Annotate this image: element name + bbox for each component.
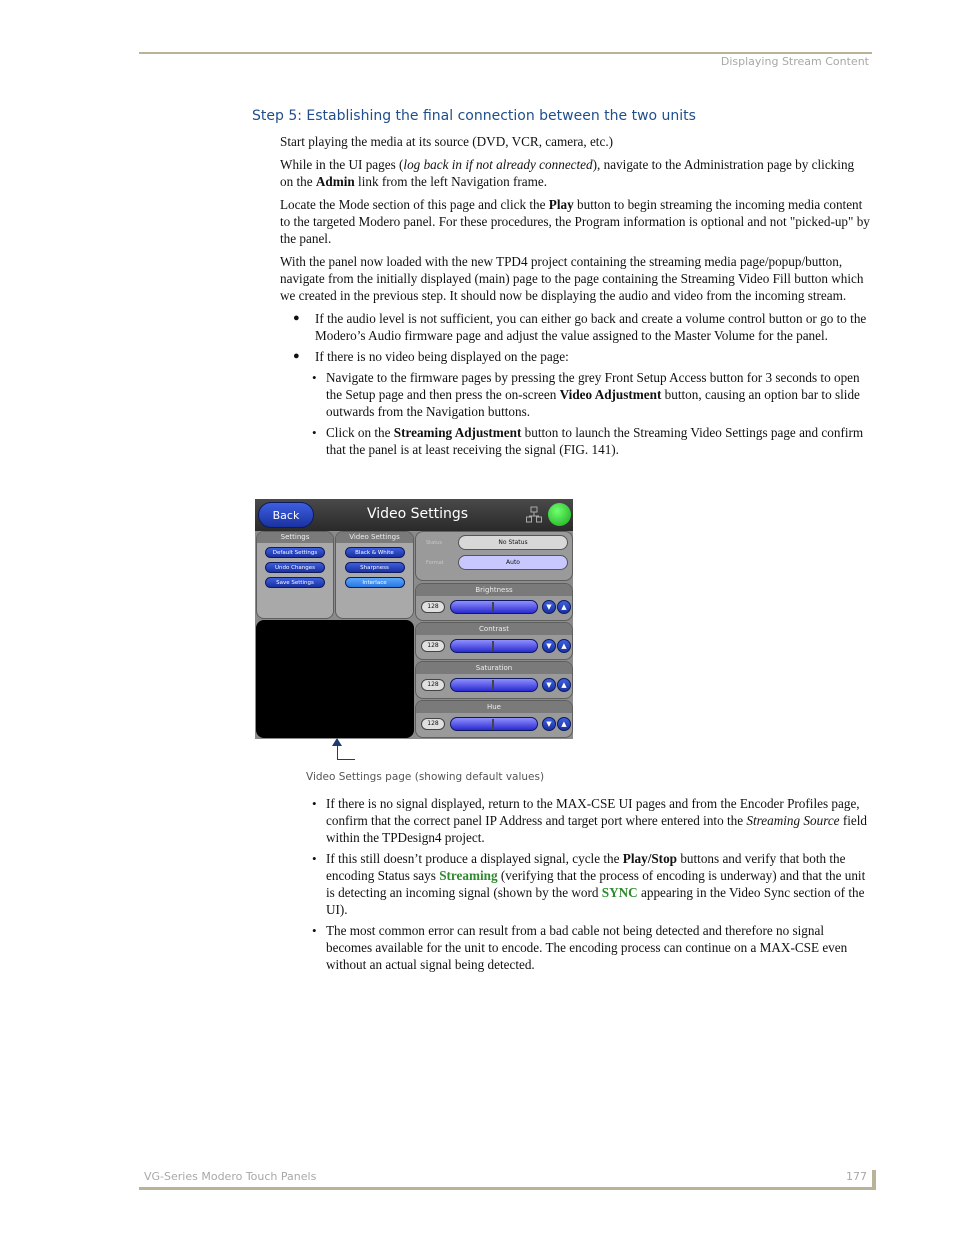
video-settings-figure <box>255 499 573 739</box>
brightness-slider[interactable] <box>450 600 538 614</box>
figure-title: Video Settings <box>367 506 469 522</box>
black-white-button[interactable]: Black & White <box>345 547 405 558</box>
video-settings-panel <box>335 531 414 619</box>
hue-slider[interactable] <box>450 717 538 731</box>
contrast-row <box>415 622 573 660</box>
bullet-audio: ● If the audio level is not sufficient, you can either go back and create a volume control button or go to the Modero’s Audio firmware page and adjust the value assigned to the Master Volume for the panel. <box>315 310 870 344</box>
settings-panel-title: Settings <box>257 532 333 543</box>
bullet-list <box>280 310 870 365</box>
footer-rule <box>139 1187 876 1190</box>
sub-bullet-list <box>280 369 870 458</box>
format-label: Format <box>426 560 444 566</box>
bullet-no-video: ● If there is no video being displayed on the page: <box>315 348 870 365</box>
contrast-slider[interactable] <box>450 639 538 653</box>
saturation-slider[interactable] <box>450 678 538 692</box>
sub-bullet-streaming-adjustment: • Click on the Streaming Adjustment button to launch the Streaming Video Settings page and confirm that the panel is at least receiving the signal (FIG. 141). <box>326 424 870 458</box>
callout-line <box>337 759 355 760</box>
slider-knob[interactable] <box>492 680 494 690</box>
brightness-up-button[interactable]: ▲ <box>557 600 571 614</box>
video-settings-panel-title: Video Settings <box>336 532 413 543</box>
saturation-label: Saturation <box>416 662 572 674</box>
hue-label: Hue <box>416 701 572 713</box>
video-preview-area <box>256 620 414 738</box>
interlace-button[interactable]: Interlace <box>345 577 405 588</box>
undo-changes-button[interactable]: Undo Changes <box>265 562 325 573</box>
hue-row <box>415 700 573 738</box>
brightness-row <box>415 583 573 621</box>
sub-bullet-play-stop: • If this still doesn’t produce a displayed signal, cycle the Play/Stop buttons and verify that both the encoding Status says Streaming (verifying that the process of encoding is underway) and that the unit is detecting an incoming signal (shown by the word SYNC appearing in the Video Sync section of the UI). <box>326 850 870 918</box>
status-field: No Status <box>458 535 568 550</box>
contrast-value: 128 <box>421 640 445 652</box>
page-number: 177 <box>846 1170 867 1183</box>
back-button[interactable]: Back <box>258 502 314 528</box>
contrast-down-button[interactable]: ▼ <box>542 639 556 653</box>
slider-knob[interactable] <box>492 602 494 612</box>
slider-knob[interactable] <box>492 641 494 651</box>
contrast-label: Contrast <box>416 623 572 635</box>
network-icon <box>526 506 542 524</box>
saturation-down-button[interactable]: ▼ <box>542 678 556 692</box>
sub-bullet-navigate: • Navigate to the firmware pages by pressing the grey Front Setup Access button for 3 seconds to open the Setup page and then press the on-screen Video Adjustment button, causing an option bar to slide outwards from the Navigation buttons. <box>326 369 870 420</box>
sub-bullet-no-signal: • If there is no signal displayed, return to the MAX-CSE UI pages and from the Encoder Profiles page, confirm that the correct panel IP Address and target port where entered into the Streaming Source field within the TPDesign4 project. <box>326 795 870 846</box>
callout-line <box>337 742 338 759</box>
hue-down-button[interactable]: ▼ <box>542 717 556 731</box>
footer-title: VG-Series Modero Touch Panels <box>144 1170 317 1183</box>
saturation-up-button[interactable]: ▲ <box>557 678 571 692</box>
figure-caption: Video Settings page (showing default values) <box>306 771 545 783</box>
brightness-value: 128 <box>421 601 445 613</box>
saturation-value: 128 <box>421 679 445 691</box>
paragraph-1: Start playing the media at its source (DVD, VCR, camera, etc.) <box>280 134 614 149</box>
default-settings-button[interactable]: Default Settings <box>265 547 325 558</box>
contrast-up-button[interactable]: ▲ <box>557 639 571 653</box>
footer-bar <box>872 1170 876 1190</box>
slider-knob[interactable] <box>492 719 494 729</box>
sharpness-button[interactable]: Sharpness <box>345 562 405 573</box>
running-header: Displaying Stream Content <box>720 55 869 68</box>
brightness-down-button[interactable]: ▼ <box>542 600 556 614</box>
settings-panel <box>256 531 334 619</box>
header-rule <box>139 52 872 54</box>
body-text-continued <box>280 795 870 977</box>
body-text <box>280 133 870 462</box>
hue-value: 128 <box>421 718 445 730</box>
format-field[interactable]: Auto <box>458 555 568 570</box>
brightness-label: Brightness <box>416 584 572 596</box>
status-label: Status <box>426 540 442 546</box>
hue-up-button[interactable]: ▲ <box>557 717 571 731</box>
save-settings-button[interactable]: Save Settings <box>265 577 325 588</box>
step-heading: Step 5: Establishing the final connection between the two units <box>252 108 696 124</box>
connection-status-icon <box>548 503 571 526</box>
saturation-row <box>415 661 573 699</box>
paragraph-3: Locate the Mode section of this page and click the Play button to begin streaming the incoming media content to the targeted Modero panel. For these procedures, the Program information is optional and not "picked-up" by the panel. <box>280 197 870 246</box>
paragraph-4: With the panel now loaded with the new TPD4 project containing the streaming media page/popup/button, navigate from the initially displayed (main) page to the page containing the Streaming Video Fill button which we created in the previous step. It should now be displaying the audio and video from the incoming stream. <box>280 254 864 303</box>
sub-bullet-list-continued <box>280 795 870 973</box>
paragraph-2: While in the UI pages (log back in if not already connected), navigate to the Administration page by clicking on the Admin link from the left Navigation frame. <box>280 157 855 189</box>
sub-bullet-common-error: • The most common error can result from a bad cable not being detected and therefore no signal becomes available for the unit to encode. The encoding process can continue on a MAX-CSE even without an actual signal being detected. <box>326 922 870 973</box>
status-area <box>415 531 573 581</box>
